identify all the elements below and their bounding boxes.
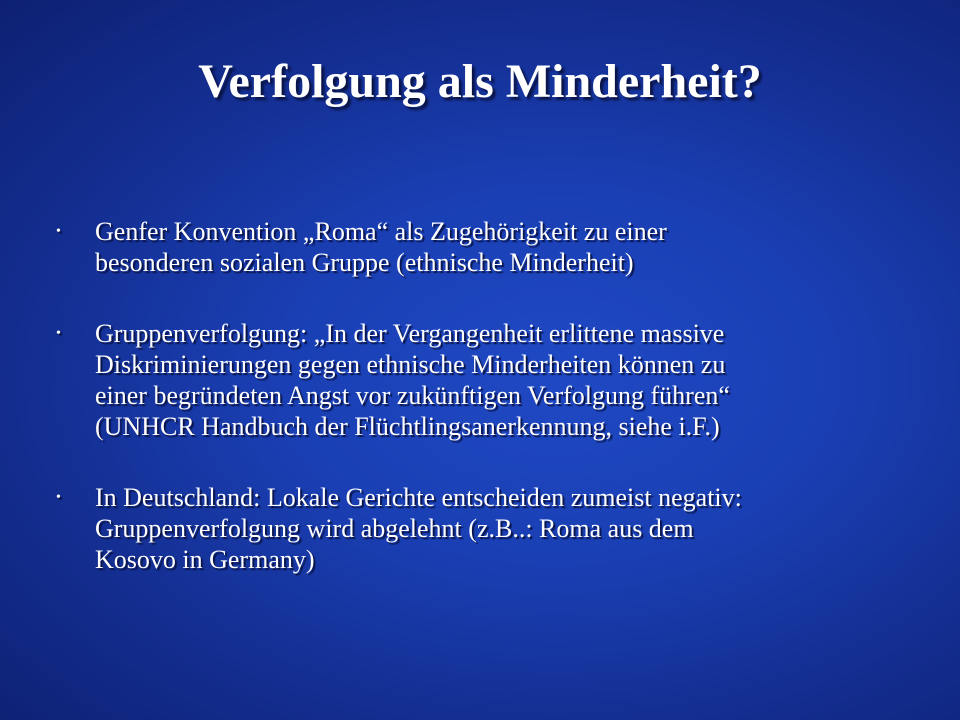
bullet-line: Gruppenverfolgung: „In der Vergangenheit erlittene massive xyxy=(95,319,725,348)
bullet-line: Genfer Konvention „Roma“ als Zugehörigkeit zu einer xyxy=(95,217,667,246)
slide-title: Verfolgung als Minderheit? xyxy=(198,55,762,108)
bullet-icon: • xyxy=(56,490,61,505)
bullet-item-group-persecution xyxy=(52,318,902,442)
bullet-line: Diskriminierungen gegen ethnische Minderheiten können zu xyxy=(95,350,726,379)
bullet-line: Kosovo in Germany) xyxy=(95,545,315,574)
bullet-line: Gruppenverfolgung wird abgelehnt (z.B..: Roma aus dem xyxy=(95,514,694,543)
bullet-list xyxy=(52,216,902,575)
bullet-item-germany xyxy=(52,482,902,575)
bullet-icon: • xyxy=(56,326,61,341)
bullet-line: In Deutschland: Lokale Gerichte entscheiden zumeist negativ: xyxy=(95,483,742,512)
bullet-line: (UNHCR Handbuch der Flüchtlingsanerkennung, siehe i.F.) xyxy=(95,412,720,441)
bullet-item-geneva-convention xyxy=(52,216,902,278)
bullet-icon: • xyxy=(56,224,61,239)
bullet-line: besonderen sozialen Gruppe (ethnische Minderheit) xyxy=(95,248,634,277)
bullet-line: einer begründeten Angst vor zukünftigen Verfolgung führen“ xyxy=(95,381,730,410)
